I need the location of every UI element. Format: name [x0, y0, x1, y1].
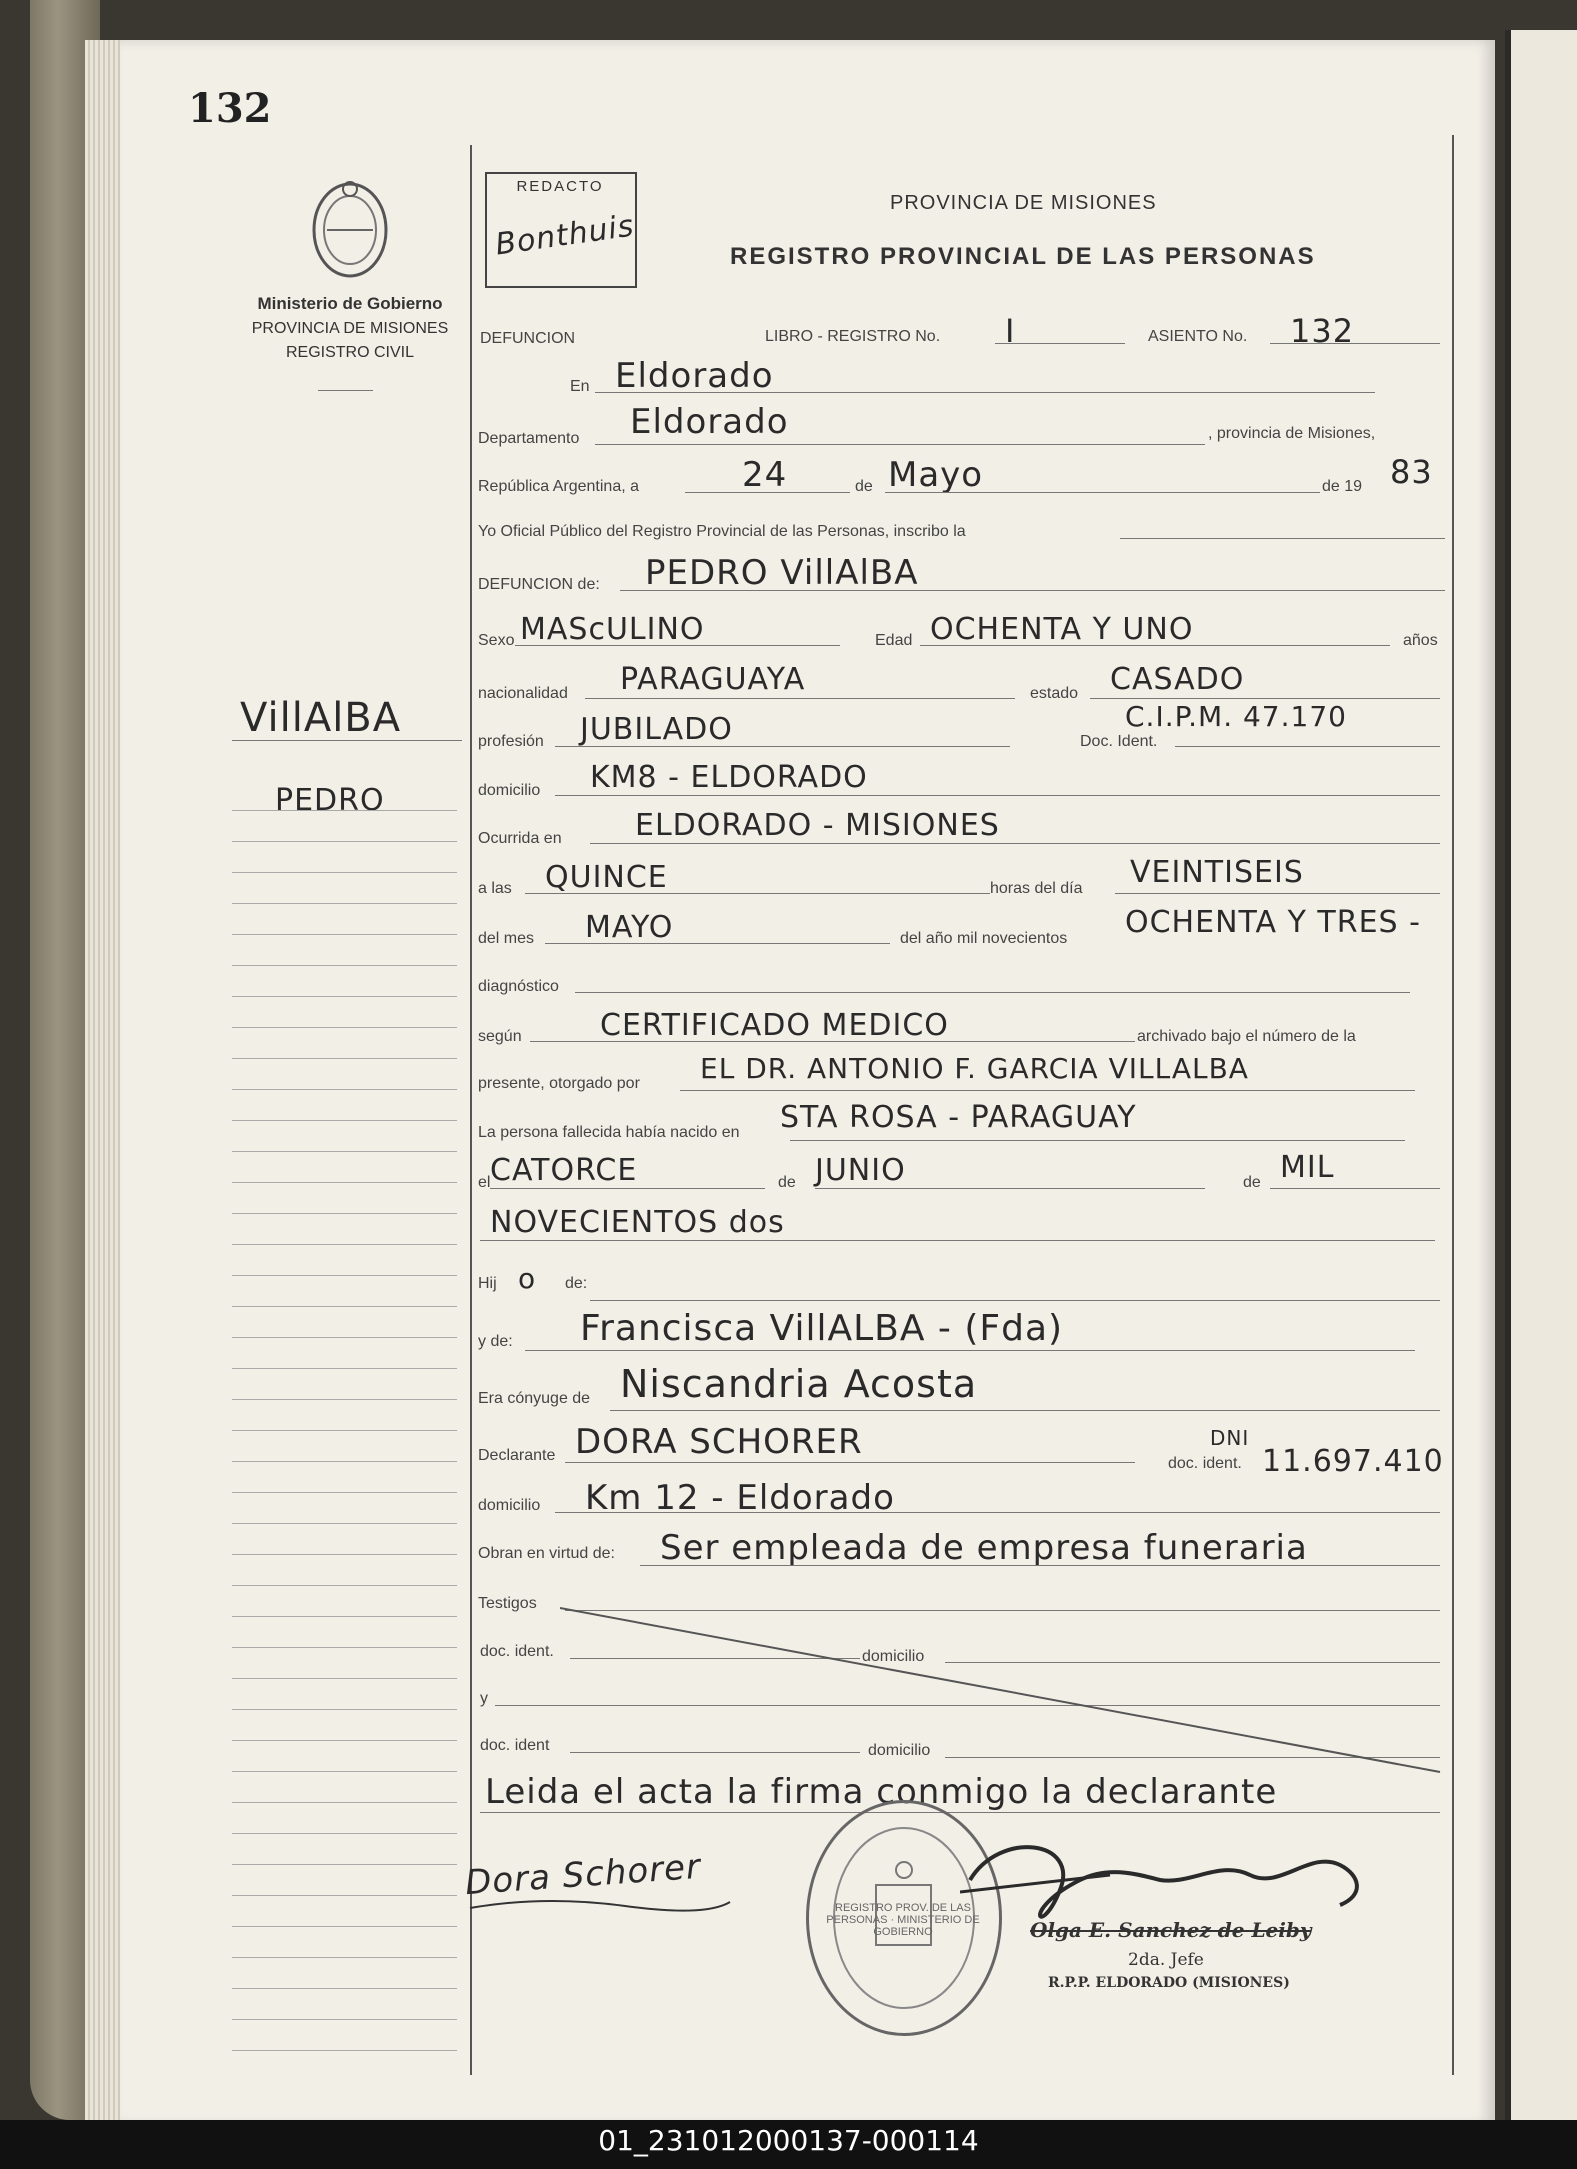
mes-label: del mes: [478, 930, 535, 947]
deceased-line: [620, 590, 1445, 591]
month-value: Mayo: [888, 455, 984, 495]
redacto-name: Bonthuis: [493, 208, 637, 263]
birth-mil: MIL: [1280, 1150, 1335, 1185]
ministry-registry: REGISTRO CIVIL: [285, 344, 415, 361]
margin-ruled-line: [232, 1988, 457, 1989]
edad-label: Edad: [875, 632, 913, 649]
ocurrida-label: Ocurrida en: [478, 830, 562, 847]
domicilio-label: domicilio: [478, 782, 541, 799]
nacido-value: STA ROSA - PARAGUAY: [780, 1100, 1137, 1135]
margin-ruled-line: [232, 1585, 457, 1586]
alas-value: QUINCE: [545, 860, 668, 895]
margin-ruled-line: [232, 1399, 457, 1400]
presente-line: [680, 1090, 1415, 1091]
oficial-text: Yo Oficial Público del Registro Provincial de las Personas, inscribo la: [478, 523, 966, 540]
profesion-label: profesión: [478, 733, 544, 750]
dni-prefix: DNI: [1210, 1426, 1250, 1450]
obran-label: Obran en virtud de:: [478, 1545, 615, 1562]
birth-day: CATORCE: [490, 1153, 638, 1188]
margin-ruled-line: [232, 1213, 457, 1214]
anio-value: OCHENTA Y TRES -: [1125, 905, 1421, 940]
margin-ruled-line: [232, 810, 457, 811]
month-line: [885, 492, 1320, 493]
depto-line: [595, 444, 1205, 445]
dia-line: [1115, 893, 1440, 894]
edad-line: [920, 645, 1390, 646]
official-name-stamp: Olga E. Sanchez de Leiby: [1030, 1918, 1312, 1942]
ocurrida-value: ELDORADO - MISIONES: [635, 808, 1000, 843]
margin-ruled-line: [232, 1926, 457, 1927]
mother-name: Francisca VillALBA - (Fda): [580, 1308, 1064, 1349]
anos-label: años: [1403, 632, 1438, 649]
office-name: R.P.P. ELDORADO (MISIONES): [1048, 1975, 1290, 1991]
doc-ident-1: doc. ident.: [480, 1643, 554, 1660]
margin-ruled-line: [232, 1461, 457, 1462]
nacionalidad-value: PARAGUAYA: [620, 662, 806, 697]
margin-ruled-line: [232, 1430, 457, 1431]
birth-month: JUNIO: [815, 1153, 906, 1188]
margin-ruled-line: [232, 1182, 457, 1183]
year-value: 83: [1390, 453, 1433, 491]
profesion-value: JUBILADO: [580, 712, 733, 747]
margin-ruled-line: [232, 934, 457, 935]
margin-ruled-line: [232, 1244, 457, 1245]
margin-ruled-line: [232, 1895, 457, 1896]
day-value: 24: [742, 455, 788, 495]
margin-given-name: PEDRO: [275, 783, 385, 818]
diagnostico-line: [575, 992, 1410, 993]
closing-statement: Leida el acta la firma conmigo la declarante: [485, 1772, 1278, 1812]
decl-domicilio-value: Km 12 - Eldorado: [585, 1478, 895, 1518]
doc-ident-2: doc. ident: [480, 1737, 550, 1754]
declarante-name: DORA SCHORER: [575, 1422, 863, 1462]
divider: [318, 390, 373, 391]
margin-ruled-line: [232, 1337, 457, 1338]
alas-line: [525, 893, 990, 894]
asiento-line: [1270, 343, 1440, 344]
hijo-label: Hij: [478, 1275, 497, 1292]
obran-line: [640, 1565, 1440, 1566]
dia-value: VEINTISEIS: [1130, 855, 1304, 890]
horas-label: horas del día: [990, 880, 1083, 897]
margin-ruled-line: [232, 1709, 457, 1710]
margin-ruled-line: [232, 1864, 457, 1865]
margin-ruled-line: [232, 1833, 457, 1834]
testigos-label: Testigos: [478, 1595, 537, 1612]
margin-ruled-line: [232, 1120, 457, 1121]
diagnostico-label: diagnóstico: [478, 978, 559, 995]
birth-rest-line: [480, 1240, 1435, 1241]
provincia-suffix: , provincia de Misiones,: [1208, 425, 1376, 442]
image-identifier: 01_231012000137-000114: [598, 2124, 979, 2157]
nacido-line: [790, 1140, 1405, 1141]
ministry-province: PROVINCIA DE MISIONES: [251, 320, 449, 337]
margin-ruled-line: [232, 1058, 457, 1059]
y-label: y: [480, 1690, 488, 1707]
dni-label: doc. ident.: [1168, 1455, 1242, 1472]
presente-value: EL DR. ANTONIO F. GARCIA VILLALBA: [700, 1052, 1249, 1085]
sexo-label: Sexo: [478, 632, 515, 649]
conyuge-label: Era cónyuge de: [478, 1390, 591, 1407]
domicilio-1: domicilio: [862, 1648, 925, 1665]
segun-value: CERTIFICADO MEDICO: [600, 1008, 949, 1043]
coat-of-arms-icon: [305, 175, 395, 285]
profesion-line: [555, 746, 1010, 747]
facing-page: [1505, 30, 1577, 2120]
seal-text: REGISTRO PROV. DE LAS PERSONAS · MINISTERIO DE GOBIERNO: [826, 1902, 980, 1938]
margin-ruled-line: [232, 1368, 457, 1369]
alas-label: a las: [478, 880, 512, 897]
birth-day-line: [490, 1188, 765, 1189]
margin-ruled-line: [232, 841, 457, 842]
asiento-label: ASIENTO No.: [1148, 328, 1248, 345]
spouse-name: Niscandria Acosta: [620, 1362, 978, 1406]
oficial-line: [1120, 538, 1445, 539]
birth-mil-line: [1270, 1188, 1440, 1189]
margin-ruled-line: [232, 996, 457, 997]
ocurrida-line: [590, 843, 1440, 844]
anio-label: del año mil novecientos: [900, 930, 1068, 947]
margin-ruled-line: [232, 1306, 457, 1307]
de-label: de: [855, 478, 873, 495]
hijo-de-label: de:: [565, 1275, 588, 1292]
record-type-label: DEFUNCION: [480, 330, 576, 347]
margin-ruled-line: [232, 1275, 457, 1276]
margin-ruled-line: [232, 1554, 457, 1555]
dni-value: 11.697.410: [1262, 1444, 1444, 1479]
margin-ruled-line: [232, 1089, 457, 1090]
birth-de2: de: [1243, 1174, 1261, 1191]
nacionalidad-line: [585, 698, 1015, 699]
margin-line: [232, 740, 462, 741]
redacto-title: REDACTO: [516, 178, 604, 195]
libro-label: LIBRO - REGISTRO No.: [765, 328, 941, 345]
domicilio-2: domicilio: [868, 1742, 931, 1759]
ministry-title: Ministerio de Gobierno: [257, 294, 443, 313]
margin-ruled-line: [232, 1151, 457, 1152]
nacionalidad-label: nacionalidad: [478, 685, 568, 702]
libro-line: [995, 343, 1125, 344]
yde-label: y de:: [478, 1333, 513, 1350]
hijo-line: [590, 1300, 1440, 1301]
estado-label: estado: [1030, 685, 1079, 702]
margin-ruled-line: [232, 965, 457, 966]
deceased-name: PEDRO VillAlBA: [645, 553, 919, 593]
official-title: 2da. Jefe: [1128, 1950, 1204, 1970]
declarant-signature: Dora Schorer: [463, 1846, 703, 1904]
nacido-label: La persona fallecida había nacido en: [478, 1124, 740, 1141]
registry-heading: REGISTRO PROVINCIAL DE LAS PERSONAS: [730, 243, 1316, 270]
margin-ruled-line: [232, 1523, 457, 1524]
republica-label: República Argentina, a: [478, 478, 639, 495]
day-line: [685, 492, 850, 493]
en-value: Eldorado: [615, 356, 774, 396]
province-heading: PROVINCIA DE MISIONES: [890, 192, 1157, 214]
domicilio-value: KM8 - ELDORADO: [590, 760, 868, 795]
obran-value: Ser empleada de empresa funeraria: [660, 1528, 1308, 1568]
estado-line: [1090, 698, 1440, 699]
depto-value: Eldorado: [630, 402, 789, 442]
en-line: [595, 392, 1375, 393]
year-prefix: de 19: [1322, 478, 1363, 495]
birth-de1: de: [778, 1174, 796, 1191]
ministry-block: [230, 292, 470, 365]
declarante-line: [565, 1462, 1135, 1463]
birth-year-rest: NOVECIENTOS dos: [490, 1205, 785, 1240]
libro-value: I: [1005, 312, 1016, 350]
margin-ruled-line: [232, 1771, 457, 1772]
mes-line: [545, 943, 890, 944]
declarante-label: Declarante: [478, 1447, 556, 1464]
segun-label: según: [478, 1028, 522, 1045]
margin-surname: VillAlBA: [240, 695, 402, 741]
presente-label: presente, otorgado por: [478, 1075, 640, 1092]
page-number: 132: [188, 85, 272, 132]
margin-ruled-line: [232, 1616, 457, 1617]
sexo-value: MAScULINO: [520, 612, 705, 647]
archivado-text: archivado bajo el número de la: [1137, 1028, 1356, 1045]
depto-label: Departamento: [478, 430, 580, 447]
margin-ruled-line: [232, 1957, 457, 1958]
margin-ruled-line: [232, 2019, 457, 2020]
segun-line: [530, 1041, 1135, 1042]
hijo-o: o: [518, 1262, 537, 1295]
margin-ruled-line: [232, 1802, 457, 1803]
birth-month-line: [815, 1188, 1205, 1189]
page-edges: [85, 40, 125, 2120]
decl-domicilio-label: domicilio: [478, 1497, 541, 1514]
edad-value: OCHENTA Y UNO: [930, 612, 1194, 647]
sexo-line: [515, 645, 840, 646]
margin-ruled-line: [232, 1678, 457, 1679]
doc-label: Doc. Ident.: [1080, 733, 1158, 750]
margin-ruled-line: [232, 1647, 457, 1648]
margin-ruled-line: [232, 903, 457, 904]
column-divider: [470, 145, 472, 2075]
en-label: En: [570, 378, 590, 395]
signature-underline: [465, 1890, 735, 1920]
doc-value: C.I.P.M. 47.170: [1125, 700, 1347, 733]
spouse-line: [610, 1410, 1440, 1411]
el-label: el: [478, 1174, 491, 1191]
margin-ruled-line: [232, 1027, 457, 1028]
estado-value: CASADO: [1110, 662, 1245, 697]
page-border-right: [1452, 135, 1454, 2075]
margin-ruled-line: [232, 872, 457, 873]
strike-through-line: [560, 1600, 1450, 1780]
mes-value: MAYO: [585, 910, 674, 945]
domicilio-line: [555, 795, 1440, 796]
margin-ruled-line: [232, 1740, 457, 1741]
margin-ruled-line: [232, 2050, 457, 2051]
decl-domicilio-line: [555, 1512, 1440, 1513]
margin-ruled-line: [232, 1492, 457, 1493]
mother-line: [525, 1350, 1415, 1351]
defuncion-de-label: DEFUNCION de:: [478, 576, 600, 593]
doc-line: [1175, 746, 1440, 747]
asiento-value: 132: [1290, 312, 1355, 350]
official-signature: [960, 1820, 1380, 1930]
